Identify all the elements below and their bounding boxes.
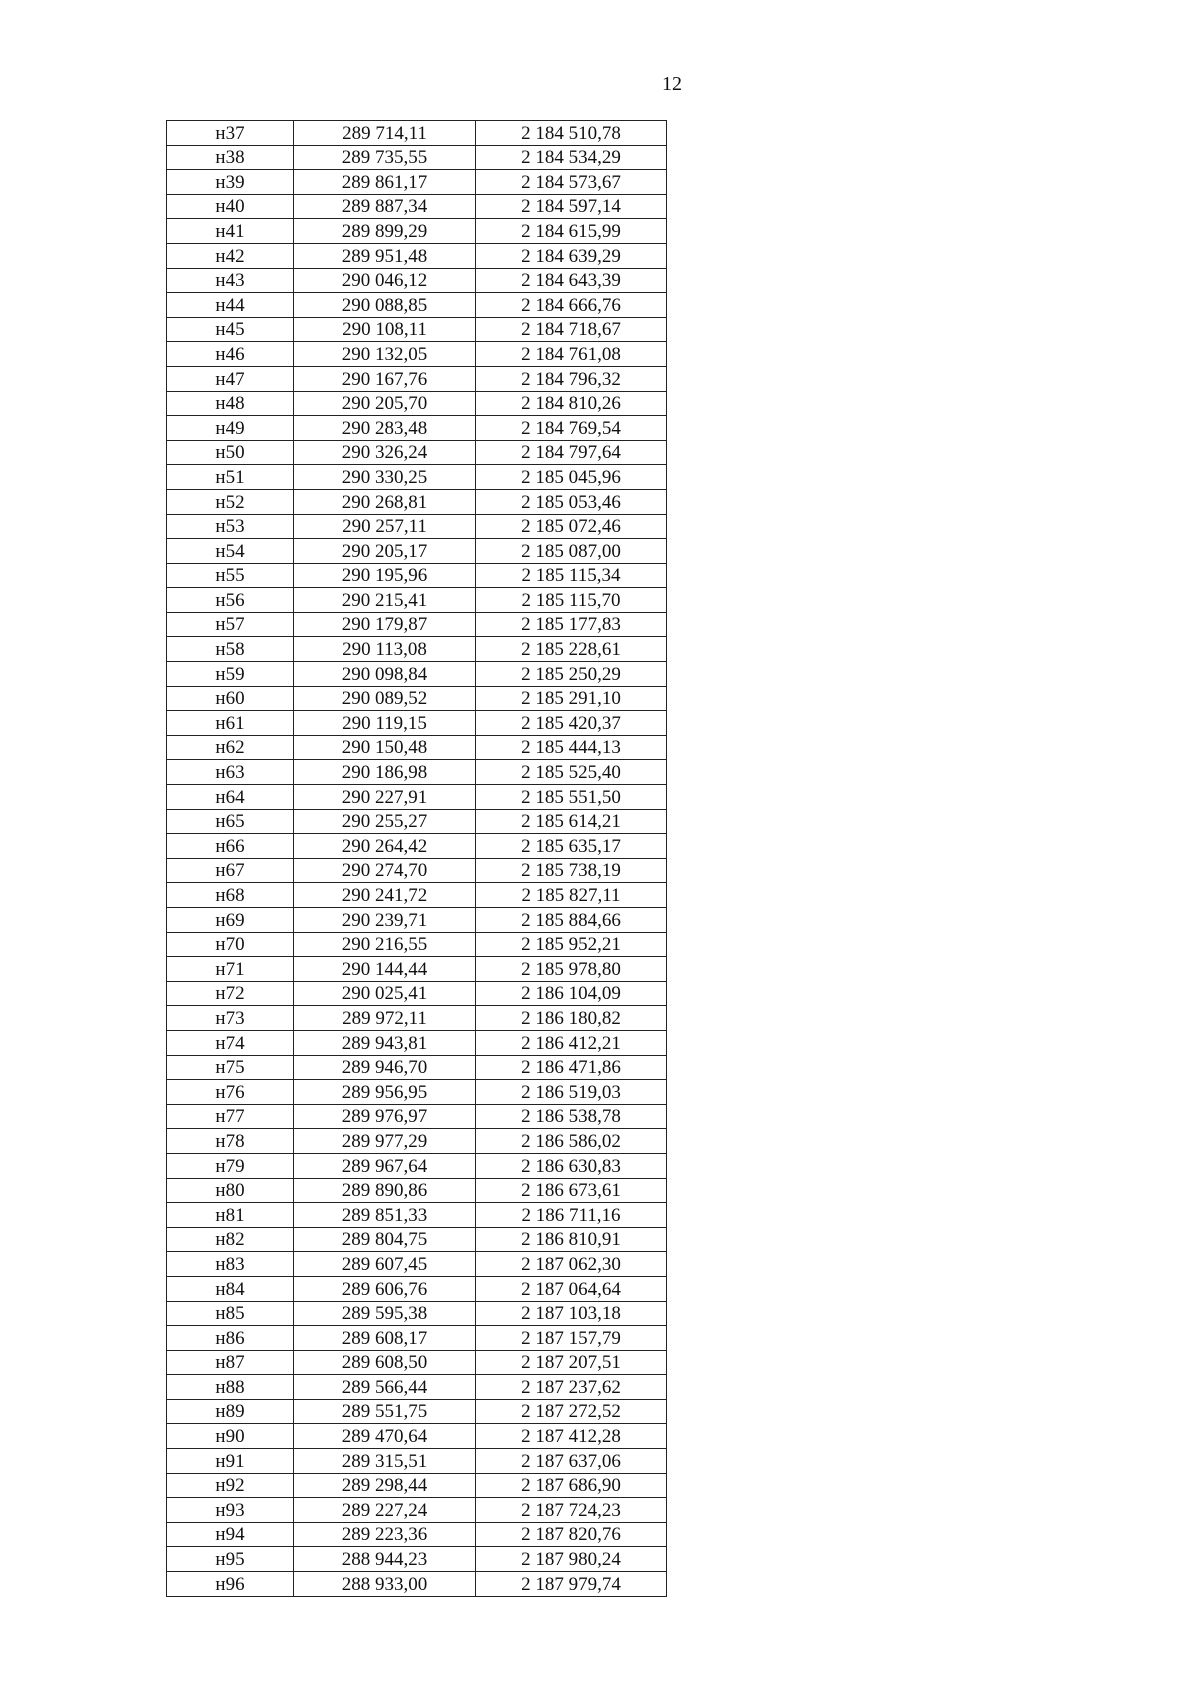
x-coordinate-cell: 289 861,17	[294, 170, 476, 195]
table-row	[167, 219, 667, 244]
x-coordinate-cell: 289 956,95	[294, 1080, 476, 1105]
y-coordinate-cell: 2 185 827,11	[476, 883, 667, 908]
point-label-cell: н50	[167, 440, 294, 465]
table-row	[167, 1498, 667, 1523]
y-coordinate-cell: 2 184 615,99	[476, 219, 667, 244]
x-coordinate-cell: 290 268,81	[294, 489, 476, 514]
table-row	[167, 1006, 667, 1031]
table-row	[167, 489, 667, 514]
y-coordinate-cell: 2 184 761,08	[476, 342, 667, 367]
x-coordinate-cell: 290 119,15	[294, 711, 476, 736]
y-coordinate-cell: 2 184 718,67	[476, 317, 667, 342]
point-label-cell: н88	[167, 1375, 294, 1400]
y-coordinate-cell: 2 185 228,61	[476, 637, 667, 662]
x-coordinate-cell: 289 976,97	[294, 1104, 476, 1129]
point-label-cell: н77	[167, 1104, 294, 1129]
table-row	[167, 563, 667, 588]
point-label-cell: н86	[167, 1326, 294, 1351]
table-row	[167, 735, 667, 760]
table-row	[167, 1276, 667, 1301]
x-coordinate-cell: 289 967,64	[294, 1153, 476, 1178]
point-label-cell: н55	[167, 563, 294, 588]
y-coordinate-cell: 2 185 250,29	[476, 662, 667, 687]
point-label-cell: н96	[167, 1572, 294, 1597]
x-coordinate-cell: 290 257,11	[294, 514, 476, 539]
table-row	[167, 1030, 667, 1055]
point-label-cell: н75	[167, 1055, 294, 1080]
table-row	[167, 637, 667, 662]
y-coordinate-cell: 2 187 157,79	[476, 1326, 667, 1351]
y-coordinate-cell: 2 185 087,00	[476, 539, 667, 564]
y-coordinate-cell: 2 185 978,80	[476, 957, 667, 982]
y-coordinate-cell: 2 184 643,39	[476, 268, 667, 293]
point-label-cell: н79	[167, 1153, 294, 1178]
x-coordinate-cell: 290 108,11	[294, 317, 476, 342]
point-label-cell: н63	[167, 760, 294, 785]
x-coordinate-cell: 289 298,44	[294, 1473, 476, 1498]
point-label-cell: н48	[167, 391, 294, 416]
table-row	[167, 1252, 667, 1277]
y-coordinate-cell: 2 186 711,16	[476, 1203, 667, 1228]
y-coordinate-cell: 2 184 573,67	[476, 170, 667, 195]
point-label-cell: н49	[167, 416, 294, 441]
x-coordinate-cell: 290 179,87	[294, 612, 476, 637]
x-coordinate-cell: 289 714,11	[294, 121, 476, 146]
table-row	[167, 686, 667, 711]
point-label-cell: н56	[167, 588, 294, 613]
table-row	[167, 170, 667, 195]
x-coordinate-cell: 288 933,00	[294, 1572, 476, 1597]
point-label-cell: н65	[167, 809, 294, 834]
table-row	[167, 1572, 667, 1597]
table-row	[167, 293, 667, 318]
x-coordinate-cell: 290 089,52	[294, 686, 476, 711]
y-coordinate-cell: 2 187 272,52	[476, 1399, 667, 1424]
y-coordinate-cell: 2 186 586,02	[476, 1129, 667, 1154]
table-row	[167, 809, 667, 834]
point-label-cell: н84	[167, 1276, 294, 1301]
point-label-cell: н74	[167, 1030, 294, 1055]
table-row	[167, 1203, 667, 1228]
table-row	[167, 465, 667, 490]
x-coordinate-cell: 290 150,48	[294, 735, 476, 760]
table-row	[167, 1547, 667, 1572]
x-coordinate-cell: 290 326,24	[294, 440, 476, 465]
point-label-cell: н59	[167, 662, 294, 687]
point-label-cell: н37	[167, 121, 294, 146]
table-row	[167, 1080, 667, 1105]
x-coordinate-cell: 290 330,25	[294, 465, 476, 490]
y-coordinate-cell: 2 186 180,82	[476, 1006, 667, 1031]
table-row	[167, 366, 667, 391]
y-coordinate-cell: 2 187 724,23	[476, 1498, 667, 1523]
x-coordinate-cell: 290 274,70	[294, 858, 476, 883]
x-coordinate-cell: 289 608,17	[294, 1326, 476, 1351]
table-row	[167, 342, 667, 367]
table-row	[167, 1424, 667, 1449]
x-coordinate-cell: 290 098,84	[294, 662, 476, 687]
x-coordinate-cell: 290 025,41	[294, 981, 476, 1006]
x-coordinate-cell: 290 283,48	[294, 416, 476, 441]
point-label-cell: н54	[167, 539, 294, 564]
point-label-cell: н95	[167, 1547, 294, 1572]
y-coordinate-cell: 2 187 820,76	[476, 1522, 667, 1547]
table-row	[167, 1473, 667, 1498]
x-coordinate-cell: 289 946,70	[294, 1055, 476, 1080]
table-row	[167, 858, 667, 883]
x-coordinate-cell: 290 132,05	[294, 342, 476, 367]
x-coordinate-cell: 289 951,48	[294, 243, 476, 268]
y-coordinate-cell: 2 184 666,76	[476, 293, 667, 318]
x-coordinate-cell: 290 186,98	[294, 760, 476, 785]
table-row	[167, 1522, 667, 1547]
x-coordinate-cell: 289 943,81	[294, 1030, 476, 1055]
y-coordinate-cell: 2 184 597,14	[476, 194, 667, 219]
y-coordinate-cell: 2 184 796,32	[476, 366, 667, 391]
coordinates-table	[166, 120, 667, 1597]
x-coordinate-cell: 289 851,33	[294, 1203, 476, 1228]
table-row	[167, 268, 667, 293]
point-label-cell: н53	[167, 514, 294, 539]
point-label-cell: н71	[167, 957, 294, 982]
x-coordinate-cell: 289 315,51	[294, 1449, 476, 1474]
table-row	[167, 1326, 667, 1351]
y-coordinate-cell: 2 186 519,03	[476, 1080, 667, 1105]
x-coordinate-cell: 290 215,41	[294, 588, 476, 613]
y-coordinate-cell: 2 185 115,34	[476, 563, 667, 588]
y-coordinate-cell: 2 185 738,19	[476, 858, 667, 883]
point-label-cell: н52	[167, 489, 294, 514]
table-row	[167, 1449, 667, 1474]
x-coordinate-cell: 288 944,23	[294, 1547, 476, 1572]
table-row	[167, 1375, 667, 1400]
x-coordinate-cell: 289 223,36	[294, 1522, 476, 1547]
x-coordinate-cell: 289 887,34	[294, 194, 476, 219]
y-coordinate-cell: 2 186 810,91	[476, 1227, 667, 1252]
x-coordinate-cell: 289 977,29	[294, 1129, 476, 1154]
y-coordinate-cell: 2 187 412,28	[476, 1424, 667, 1449]
table-row	[167, 121, 667, 146]
x-coordinate-cell: 289 606,76	[294, 1276, 476, 1301]
point-label-cell: н76	[167, 1080, 294, 1105]
y-coordinate-cell: 2 185 291,10	[476, 686, 667, 711]
point-label-cell: н57	[167, 612, 294, 637]
point-label-cell: н83	[167, 1252, 294, 1277]
table-row	[167, 711, 667, 736]
point-label-cell: н67	[167, 858, 294, 883]
x-coordinate-cell: 289 470,64	[294, 1424, 476, 1449]
point-label-cell: н93	[167, 1498, 294, 1523]
point-label-cell: н51	[167, 465, 294, 490]
point-label-cell: н44	[167, 293, 294, 318]
point-label-cell: н39	[167, 170, 294, 195]
x-coordinate-cell: 289 551,75	[294, 1399, 476, 1424]
table-row	[167, 834, 667, 859]
table-row	[167, 243, 667, 268]
point-label-cell: н69	[167, 908, 294, 933]
table-row	[167, 440, 667, 465]
table-row	[167, 514, 667, 539]
point-label-cell: н45	[167, 317, 294, 342]
table-row	[167, 1178, 667, 1203]
y-coordinate-cell: 2 185 952,21	[476, 932, 667, 957]
table-row	[167, 785, 667, 810]
y-coordinate-cell: 2 187 979,74	[476, 1572, 667, 1597]
table-row	[167, 588, 667, 613]
point-label-cell: н89	[167, 1399, 294, 1424]
table-row	[167, 539, 667, 564]
y-coordinate-cell: 2 185 053,46	[476, 489, 667, 514]
y-coordinate-cell: 2 184 639,29	[476, 243, 667, 268]
y-coordinate-cell: 2 186 471,86	[476, 1055, 667, 1080]
x-coordinate-cell: 290 216,55	[294, 932, 476, 957]
x-coordinate-cell: 290 088,85	[294, 293, 476, 318]
y-coordinate-cell: 2 186 538,78	[476, 1104, 667, 1129]
point-label-cell: н42	[167, 243, 294, 268]
y-coordinate-cell: 2 187 207,51	[476, 1350, 667, 1375]
table-row	[167, 957, 667, 982]
x-coordinate-cell: 289 607,45	[294, 1252, 476, 1277]
table-row	[167, 1104, 667, 1129]
x-coordinate-cell: 290 264,42	[294, 834, 476, 859]
y-coordinate-cell: 2 185 884,66	[476, 908, 667, 933]
point-label-cell: н80	[167, 1178, 294, 1203]
y-coordinate-cell: 2 187 103,18	[476, 1301, 667, 1326]
y-coordinate-cell: 2 185 525,40	[476, 760, 667, 785]
point-label-cell: н94	[167, 1522, 294, 1547]
point-label-cell: н91	[167, 1449, 294, 1474]
table-row	[167, 145, 667, 170]
y-coordinate-cell: 2 184 510,78	[476, 121, 667, 146]
y-coordinate-cell: 2 187 637,06	[476, 1449, 667, 1474]
point-label-cell: н85	[167, 1301, 294, 1326]
point-label-cell: н82	[167, 1227, 294, 1252]
y-coordinate-cell: 2 184 534,29	[476, 145, 667, 170]
y-coordinate-cell: 2 186 630,83	[476, 1153, 667, 1178]
y-coordinate-cell: 2 185 551,50	[476, 785, 667, 810]
table-row	[167, 612, 667, 637]
x-coordinate-cell: 289 804,75	[294, 1227, 476, 1252]
table-row	[167, 194, 667, 219]
table-row	[167, 1129, 667, 1154]
x-coordinate-cell: 290 113,08	[294, 637, 476, 662]
x-coordinate-cell: 290 239,71	[294, 908, 476, 933]
point-label-cell: н40	[167, 194, 294, 219]
y-coordinate-cell: 2 185 420,37	[476, 711, 667, 736]
table-row	[167, 662, 667, 687]
table-row	[167, 317, 667, 342]
x-coordinate-cell: 290 241,72	[294, 883, 476, 908]
y-coordinate-cell: 2 186 412,21	[476, 1030, 667, 1055]
point-label-cell: н43	[167, 268, 294, 293]
x-coordinate-cell: 290 227,91	[294, 785, 476, 810]
y-coordinate-cell: 2 184 769,54	[476, 416, 667, 441]
table-row	[167, 932, 667, 957]
point-label-cell: н38	[167, 145, 294, 170]
point-label-cell: н41	[167, 219, 294, 244]
page-number: 12	[662, 73, 682, 95]
table-row	[167, 1055, 667, 1080]
x-coordinate-cell: 290 195,96	[294, 563, 476, 588]
x-coordinate-cell: 289 899,29	[294, 219, 476, 244]
point-label-cell: н72	[167, 981, 294, 1006]
x-coordinate-cell: 289 972,11	[294, 1006, 476, 1031]
table-row	[167, 1227, 667, 1252]
x-coordinate-cell: 290 205,17	[294, 539, 476, 564]
x-coordinate-cell: 289 608,50	[294, 1350, 476, 1375]
point-label-cell: н66	[167, 834, 294, 859]
y-coordinate-cell: 2 187 237,62	[476, 1375, 667, 1400]
y-coordinate-cell: 2 185 072,46	[476, 514, 667, 539]
y-coordinate-cell: 2 186 104,09	[476, 981, 667, 1006]
table-row	[167, 391, 667, 416]
x-coordinate-cell: 289 595,38	[294, 1301, 476, 1326]
x-coordinate-cell: 289 566,44	[294, 1375, 476, 1400]
point-label-cell: н92	[167, 1473, 294, 1498]
y-coordinate-cell: 2 185 444,13	[476, 735, 667, 760]
y-coordinate-cell: 2 185 115,70	[476, 588, 667, 613]
y-coordinate-cell: 2 187 686,90	[476, 1473, 667, 1498]
y-coordinate-cell: 2 186 673,61	[476, 1178, 667, 1203]
coordinates-table-body	[167, 121, 667, 1597]
y-coordinate-cell: 2 185 045,96	[476, 465, 667, 490]
point-label-cell: н87	[167, 1350, 294, 1375]
table-row	[167, 1301, 667, 1326]
point-label-cell: н81	[167, 1203, 294, 1228]
x-coordinate-cell: 290 046,12	[294, 268, 476, 293]
x-coordinate-cell: 290 255,27	[294, 809, 476, 834]
y-coordinate-cell: 2 187 064,64	[476, 1276, 667, 1301]
x-coordinate-cell: 290 167,76	[294, 366, 476, 391]
y-coordinate-cell: 2 184 797,64	[476, 440, 667, 465]
table-row	[167, 883, 667, 908]
y-coordinate-cell: 2 185 177,83	[476, 612, 667, 637]
x-coordinate-cell: 289 735,55	[294, 145, 476, 170]
point-label-cell: н62	[167, 735, 294, 760]
point-label-cell: н68	[167, 883, 294, 908]
point-label-cell: н90	[167, 1424, 294, 1449]
point-label-cell: н46	[167, 342, 294, 367]
y-coordinate-cell: 2 184 810,26	[476, 391, 667, 416]
table-row	[167, 760, 667, 785]
table-row	[167, 1399, 667, 1424]
table-row	[167, 1153, 667, 1178]
table-row	[167, 1350, 667, 1375]
point-label-cell: н58	[167, 637, 294, 662]
table-row	[167, 416, 667, 441]
y-coordinate-cell: 2 187 062,30	[476, 1252, 667, 1277]
table-row	[167, 981, 667, 1006]
point-label-cell: н60	[167, 686, 294, 711]
point-label-cell: н70	[167, 932, 294, 957]
x-coordinate-cell: 289 890,86	[294, 1178, 476, 1203]
y-coordinate-cell: 2 185 635,17	[476, 834, 667, 859]
point-label-cell: н47	[167, 366, 294, 391]
x-coordinate-cell: 289 227,24	[294, 1498, 476, 1523]
table-row	[167, 908, 667, 933]
x-coordinate-cell: 290 144,44	[294, 957, 476, 982]
point-label-cell: н73	[167, 1006, 294, 1031]
y-coordinate-cell: 2 187 980,24	[476, 1547, 667, 1572]
x-coordinate-cell: 290 205,70	[294, 391, 476, 416]
point-label-cell: н64	[167, 785, 294, 810]
point-label-cell: н61	[167, 711, 294, 736]
y-coordinate-cell: 2 185 614,21	[476, 809, 667, 834]
point-label-cell: н78	[167, 1129, 294, 1154]
